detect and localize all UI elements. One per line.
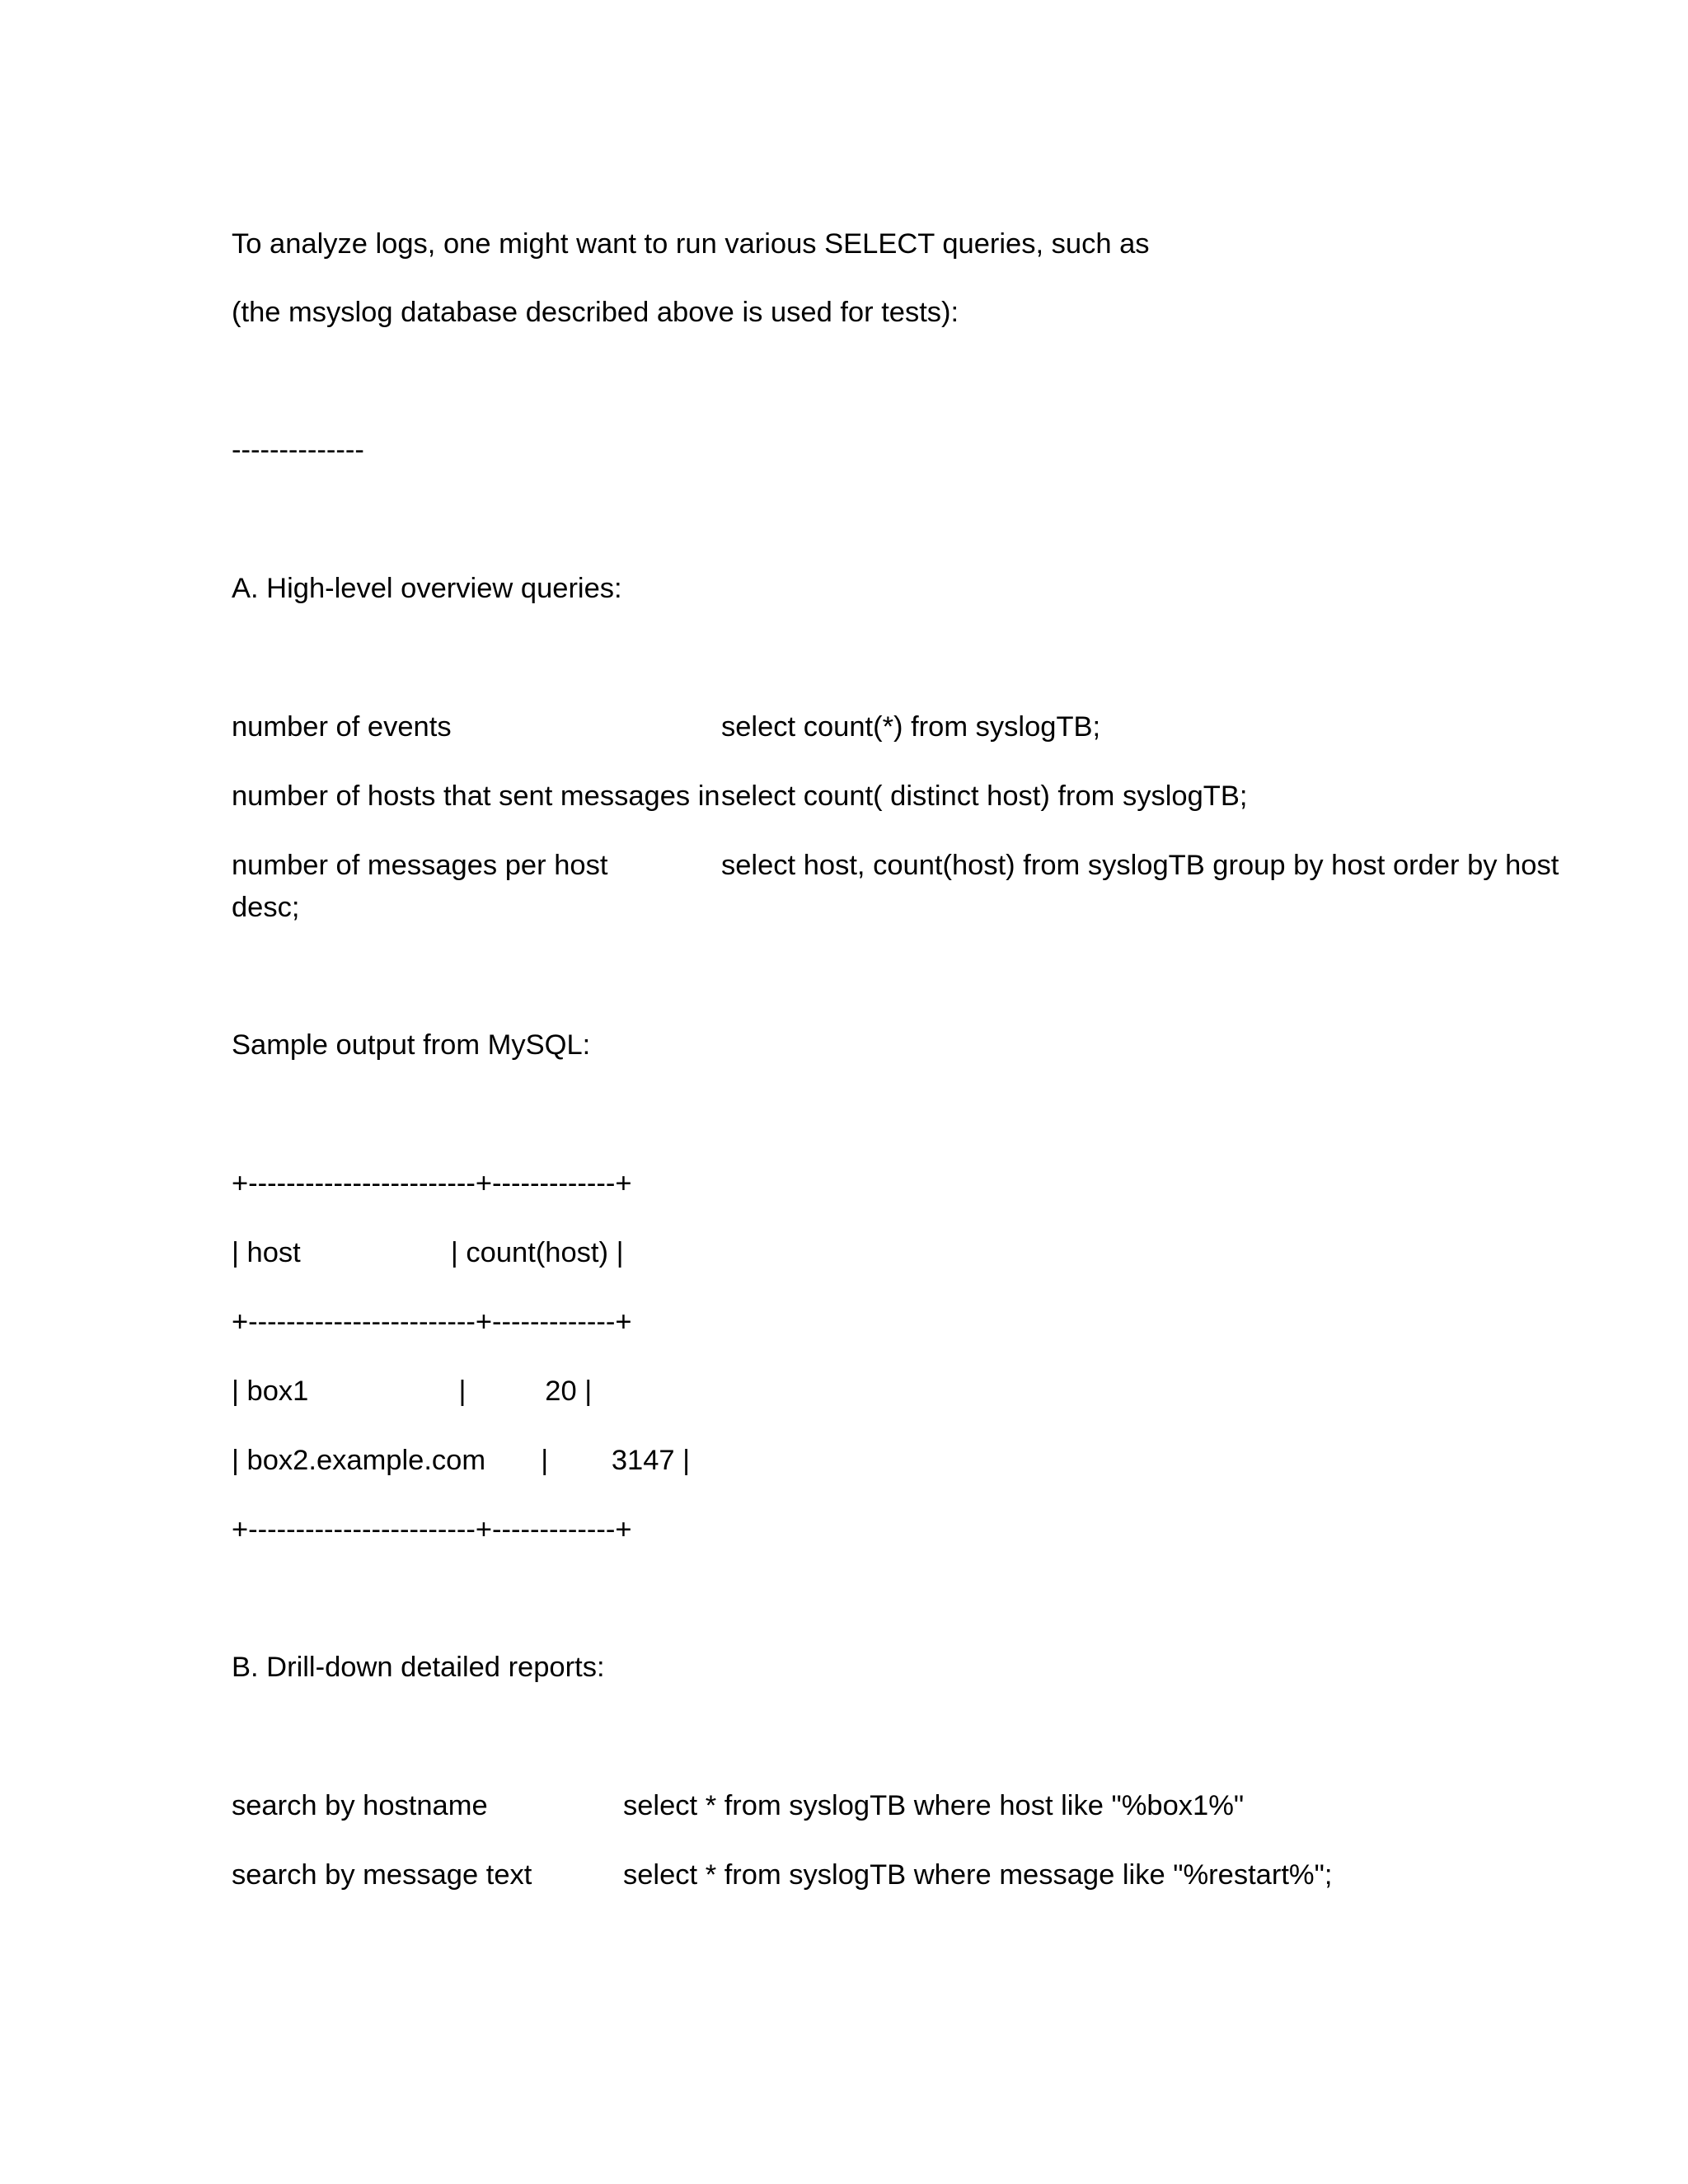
row-query-wrap: desc; <box>232 892 300 923</box>
table-header-row: | host | count(host) | <box>232 1237 624 1268</box>
table-row: | box1 | 20 | <box>232 1376 593 1407</box>
sample-heading: Sample output from MySQL: <box>232 1029 591 1061</box>
separator-line: -------------- <box>232 434 364 466</box>
row-label-message: search by message text <box>232 1859 532 1891</box>
row-query-hosts: select count( distinct host) from syslogTB; <box>721 780 1248 812</box>
table-border-top: +------------------------+-------------+ <box>232 1168 632 1199</box>
section-a-heading: A. High-level overview queries: <box>232 573 622 604</box>
row-query-hostname: select * from syslogTB where host like "%box1%" <box>623 1790 1245 1821</box>
intro-line-1: To analyze logs, one might want to run various SELECT queries, such as <box>232 228 1150 260</box>
section-b-heading: B. Drill-down detailed reports: <box>232 1652 605 1683</box>
intro-line-2: (the msyslog database described above is used for tests): <box>232 297 959 328</box>
row-label-per-host: number of messages per host <box>232 850 608 881</box>
row-query-per-host: select host, count(host) from syslogTB group by host order by host <box>721 850 1559 881</box>
row-label-hostname: search by hostname <box>232 1790 488 1821</box>
row-label-hosts: number of hosts that sent messages in <box>232 780 720 812</box>
table-row: | box2.example.com | 3147 | <box>232 1445 691 1476</box>
table-border-bottom: +------------------------+-------------+ <box>232 1514 632 1545</box>
row-query-events: select count(*) from syslogTB; <box>721 711 1101 743</box>
row-label-events: number of events <box>232 711 452 743</box>
row-query-message: select * from syslogTB where message like "%restart%"; <box>623 1859 1333 1891</box>
table-border-mid: +------------------------+-------------+ <box>232 1306 632 1338</box>
